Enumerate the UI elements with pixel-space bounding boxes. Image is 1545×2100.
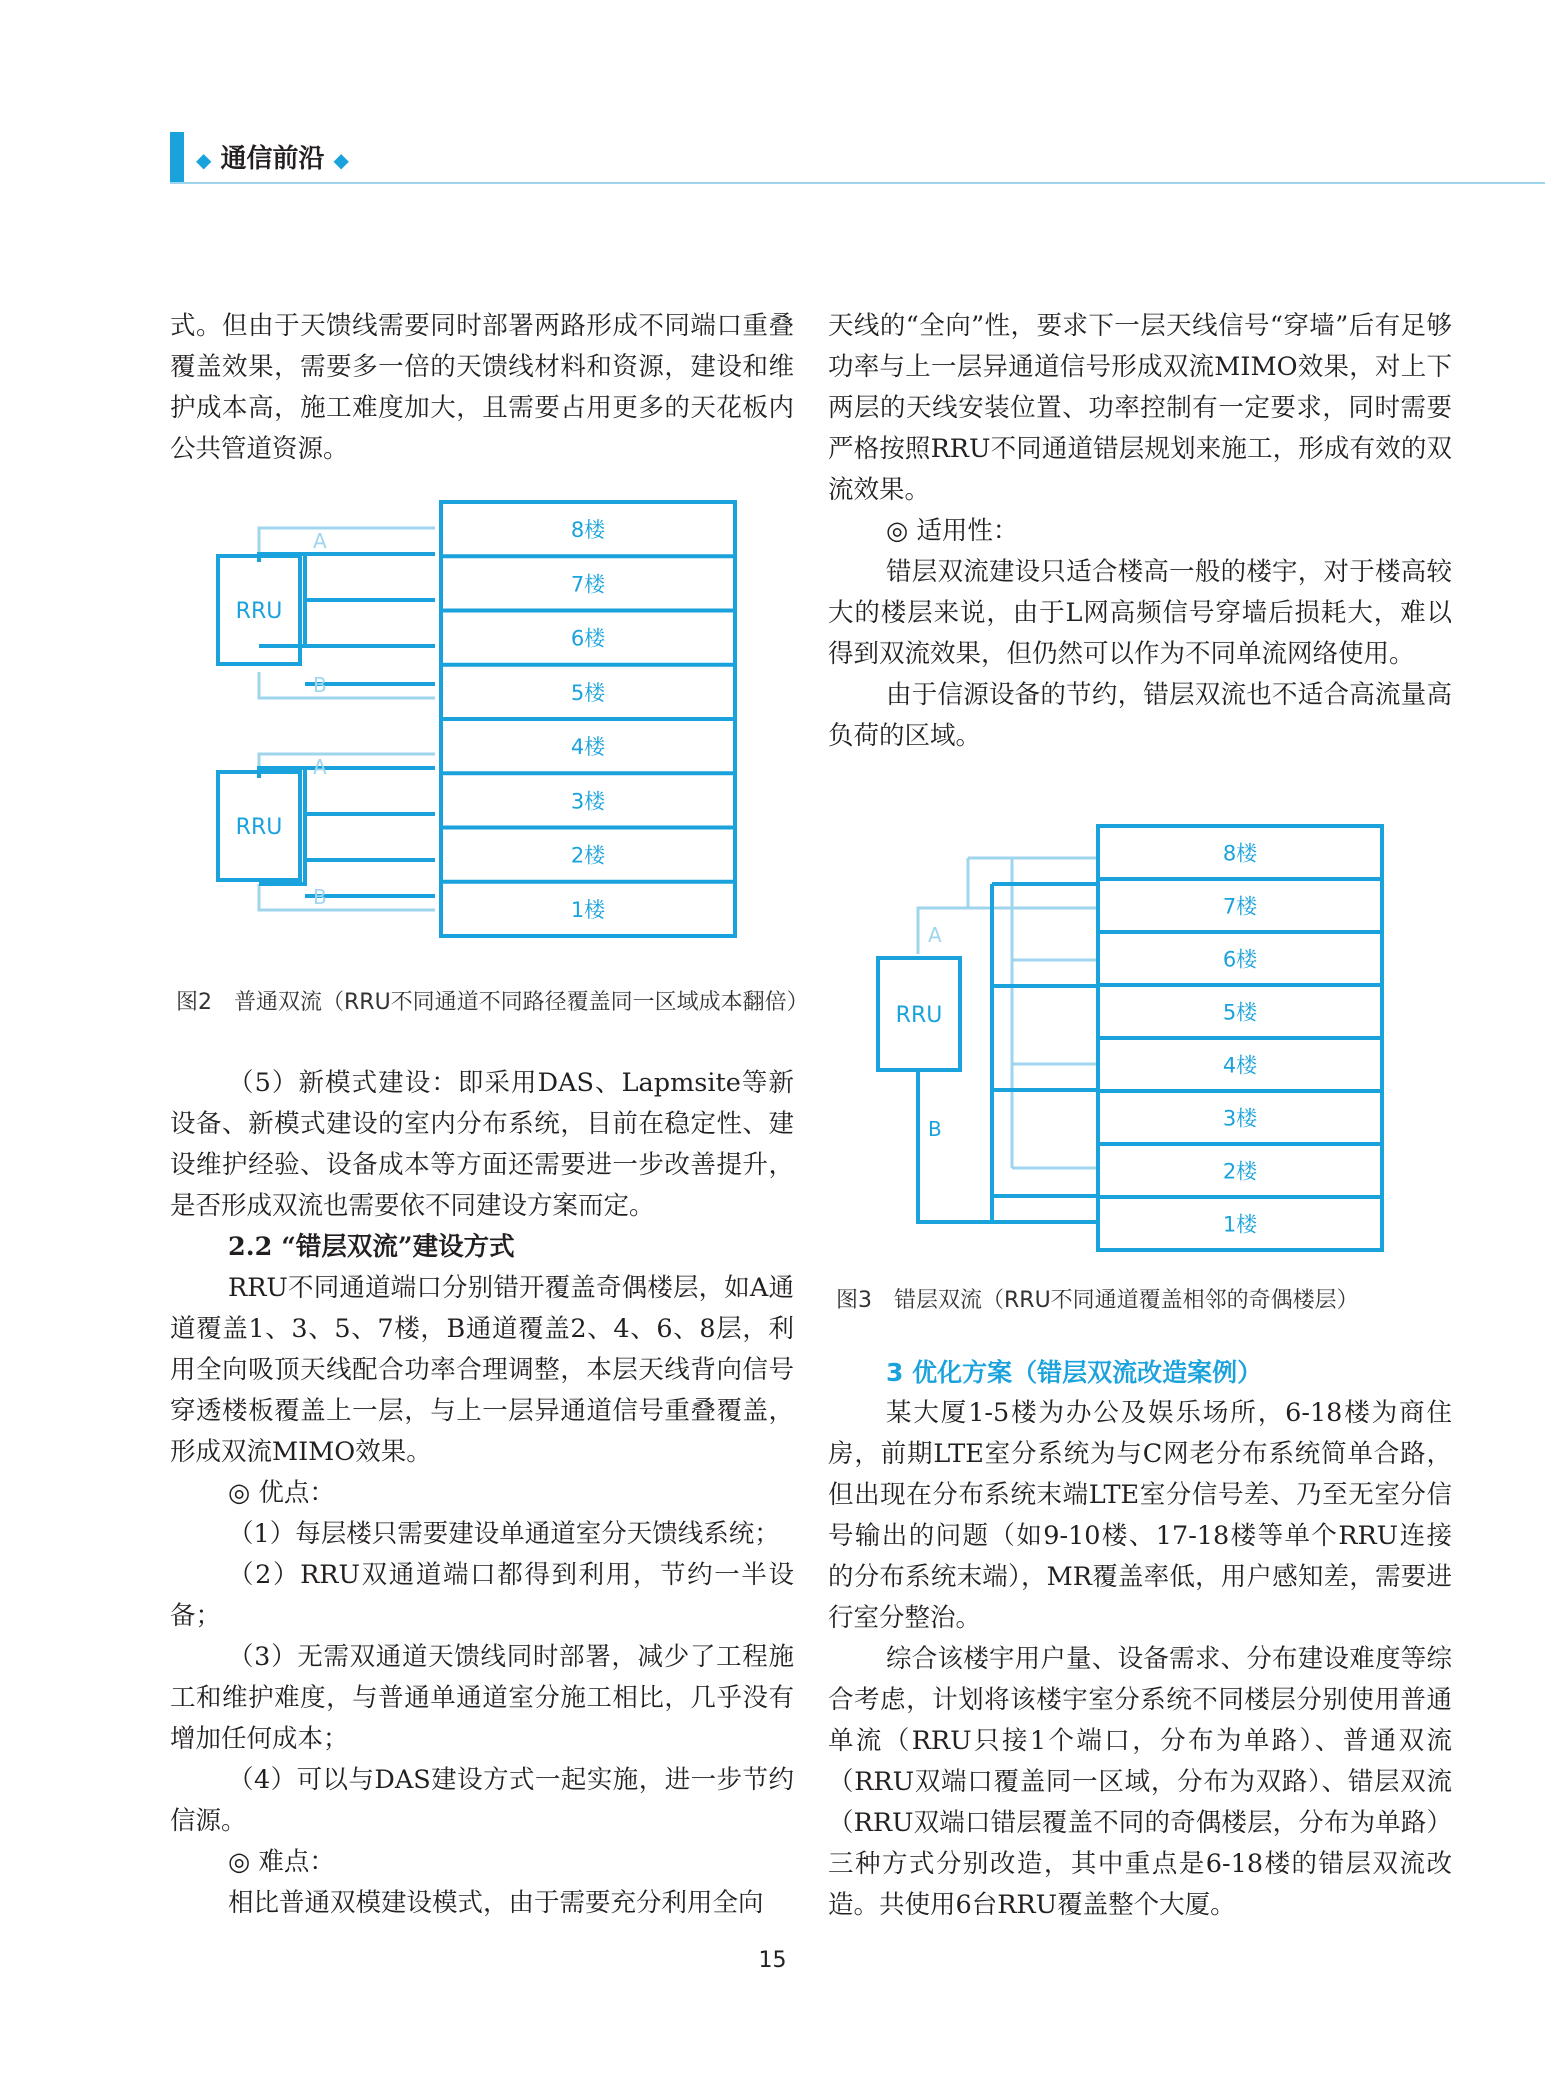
floor-label: 7楼 — [570, 572, 606, 597]
rru-label: RRU — [895, 1003, 943, 1028]
rru-label: RRU — [235, 599, 283, 624]
port-a-label: A — [313, 755, 327, 779]
port-b-label: B — [313, 885, 327, 909]
floor-label: 4楼 — [1222, 1053, 1258, 1078]
paragraph: 错层双流建设只适合楼高一般的楼宇，对于楼高较大的楼层来说，由于L网高频信号穿墙后损耗大，难以得到双流效果，但仍然可以作为不同单流网络使用。 — [828, 557, 1452, 669]
port-b-label: B — [313, 673, 327, 697]
right-column-bottom — [828, 1352, 1452, 1926]
header-divider — [170, 182, 1545, 184]
right-column-top — [828, 306, 1452, 757]
paragraph: RRU不同通道端口分别错开覆盖奇偶楼层，如A通道覆盖1、3、5、7楼，B通道覆盖2、4、6、8层，利用全向吸顶天线配合功率合理调整，本层天线背向信号穿透楼板覆盖上一层，与上一层异通道信号重叠覆盖，形成双流MIMO效果。 — [170, 1273, 794, 1467]
paragraph: 天线的“全向”性，要求下一层天线信号“穿墙”后有足够功率与上一层异通道信号形成双流MIMO效果，对上下两层的天线安装位置、功率控制有一定要求，同时需要严格按照RRU不同通道错层规划来施工，形成有效的双流效果。 — [828, 311, 1452, 505]
paragraph: 式。但由于天馈线需要同时部署两路形成不同端口重叠覆盖效果，需要多一倍的天馈线材料和资源，建设和维护成本高，施工难度加大，且需要占用更多的天花板内公共管道资源。 — [170, 311, 794, 464]
left-column-bottom — [170, 1063, 794, 1924]
port-b-label: B — [928, 1117, 942, 1141]
floor-label: 1楼 — [1222, 1212, 1258, 1237]
floor-label: 2楼 — [1222, 1159, 1258, 1184]
left-column-top — [170, 306, 794, 470]
paragraph: 综合该楼宇用户量、设备需求、分布建设难度等综合考虑，计划将该楼宇室分系统不同楼层分别使用普通单流（RRU只接1个端口，分布为单路）、普通双流（RRU双端口覆盖同一区域，分布为双路）、错层双流（RRU双端口错层覆盖不同的奇偶楼层，分布为单路）三种方式分别改造，其中重点是6-18楼的错层双流改造。共使用6台RRU覆盖整个大厦。 — [828, 1644, 1452, 1920]
applicability-title: ◎ 适用性： — [886, 516, 1019, 546]
floor-label: 8楼 — [570, 518, 606, 543]
advantage-item: （4）可以与DAS建设方式一起实施，进一步节约信源。 — [170, 1765, 794, 1836]
paragraph: 相比普通双模建设模式，由于需要充分利用全向 — [228, 1888, 764, 1918]
floor-label: 3楼 — [1222, 1106, 1258, 1131]
floor-label: 7楼 — [1222, 894, 1258, 919]
paragraph: （5）新模式建设：即采用DAS、Lapmsite等新设备、新模式建设的室内分布系统，目前在稳定性、建设维护经验、设备成本等方面还需要进一步改善提升，是否形成双流也需要依不同建设方案而定。 — [170, 1068, 794, 1221]
floor-label: 3楼 — [570, 789, 606, 814]
floor-label: 5楼 — [570, 680, 606, 705]
advantage-item: （3）无需双通道天馈线同时部署，减少了工程施工和维护难度，与普通单通道室分施工相比，几乎没有增加任何成本； — [170, 1642, 794, 1754]
header-accent-bar — [170, 132, 184, 184]
page-number: 15 — [758, 1948, 787, 1973]
floor-label: 5楼 — [1222, 1000, 1258, 1025]
floor-label: 2楼 — [570, 843, 606, 868]
figure-2-caption: 图2 普通双流（RRU不同通道不同路径覆盖同一区域成本翻倍） — [176, 990, 809, 1015]
section-heading: 3 优化方案（错层双流改造案例） — [886, 1358, 1263, 1387]
section-header-text: 通信前沿 — [220, 144, 325, 174]
difficulties-title: ◎ 难点： — [228, 1847, 335, 1877]
diamond-icon: ◆ — [333, 148, 349, 172]
port-a-label: A — [928, 923, 942, 947]
port-a-label: A — [313, 529, 327, 553]
paragraph: 由于信源设备的节约，错层双流也不适合高流量高负荷的区域。 — [828, 680, 1452, 751]
floor-label: 1楼 — [570, 897, 606, 922]
section-header — [196, 138, 349, 175]
floor-label: 4楼 — [570, 735, 606, 760]
figure-3-diagram — [872, 818, 1392, 1258]
figure-2-diagram — [205, 492, 745, 947]
paragraph: 某大厦1-5楼为办公及娱乐场所，6-18楼为商住房，前期LTE室分系统为与C网老分布系统简单合路，但出现在分布系统末端LTE室分信号差、乃至无室分信号输出的问题（如9-10楼、17-18楼等单个RRU连接的分布系统末端），MR覆盖率低，用户感知差，需要进行室分整治。 — [828, 1398, 1452, 1633]
floor-label: 6楼 — [570, 626, 606, 651]
figure-3-caption: 图3 错层双流（RRU不同通道覆盖相邻的奇偶楼层） — [836, 1288, 1359, 1313]
advantage-item: （1）每层楼只需要建设单通道室分天馈线系统； — [228, 1519, 780, 1549]
section-heading: 2.2 “错层双流”建设方式 — [228, 1232, 515, 1262]
advantages-title: ◎ 优点： — [228, 1478, 335, 1508]
diamond-icon: ◆ — [196, 148, 212, 172]
advantage-item: （2）RRU双通道端口都得到利用，节约一半设备； — [170, 1560, 794, 1631]
floor-label: 8楼 — [1222, 841, 1258, 866]
rru-label: RRU — [235, 815, 283, 840]
floor-label: 6楼 — [1222, 947, 1258, 972]
